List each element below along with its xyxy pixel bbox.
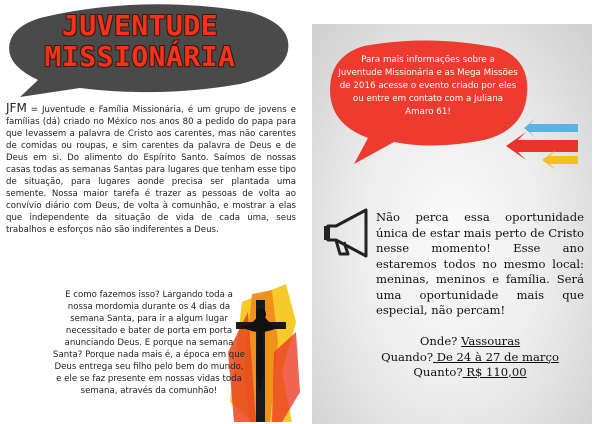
arrows-left-icon — [500, 118, 580, 174]
how-line: Deus entrega seu filho pelo bem do mundo, — [54, 362, 244, 372]
how-line: E como fazemos isso? Largando toda a — [65, 290, 233, 300]
jfm-abbreviation: JFM — [6, 101, 27, 115]
page-title — [0, 10, 280, 72]
how-paragraph — [6, 289, 292, 397]
how-line: necessitado e bater de porta em porta — [65, 326, 233, 336]
where-row — [360, 334, 580, 350]
where-value: Vassouras — [461, 334, 521, 348]
megaphone-icon — [322, 206, 374, 262]
how-line: nossa mordomia durante os 4 dias da — [67, 302, 231, 312]
how-line: anunciando Deus. E porque na semana — [64, 338, 234, 348]
when-value: De 24 à 27 de março — [433, 349, 559, 364]
price-row — [360, 365, 580, 381]
price-value: R$ 110,00 — [462, 365, 527, 379]
where-label: Onde? — [419, 334, 458, 348]
event-details — [360, 334, 580, 381]
price-label: Quanto? — [413, 365, 463, 379]
title-line-2: MISSIONÁRIA — [44, 40, 236, 73]
how-line: e ele se faz presente em nossas vidas toda — [56, 374, 242, 384]
how-line: semana Santa, para ir a algum lugar — [70, 314, 228, 324]
intro-paragraph — [6, 102, 296, 236]
when-row — [360, 350, 580, 366]
how-line: semana, através da comunhão! — [80, 386, 218, 396]
how-line: Santa? Porque nada mais é, a época em que — [53, 350, 245, 360]
info-text: Para mais informações sobre a Juventude Missionária e as Mega Missões de 2016 acesse o evento criado por eles ou entre em contato com a Juliana Amaro 61! — [338, 55, 518, 117]
title-line-1: JUVENTUDE — [61, 9, 219, 42]
promo-text: Não perca essa oportunidade única de estar mais perto de Cristo nesse momento! Esse ano estaremos todos no mesmo local: meninas, meninos e família. Será uma oportunidade mais que especial, não percam! — [376, 210, 584, 317]
when-label: Quando? — [381, 349, 434, 364]
intro-text: = Juventude e Família Missionária, é um grupo de jovens e famílias (dá) criado no México nos anos 80 a pedido do papa para que levassem a palavra de Cristo aos carentes, mas não carentes de comidas ou roupas, e sim carentes da palavra de Deus e de Deus em si. Do alimento do Espírito Santo. Saímos de nossas casas todas as semanas Santas para lugares que tenham esse tipo de situação, para lugares aonde precisa ser plantada uma semente. Nossa maior tarefa é trazer as pessoas de volta ao convívio diário com Deus, de volta à comunhão, e mostrar a elas que independente da situação de vida de cada uma, seus trabalhos e esforços não são indiferentes a Deus. — [6, 105, 296, 235]
